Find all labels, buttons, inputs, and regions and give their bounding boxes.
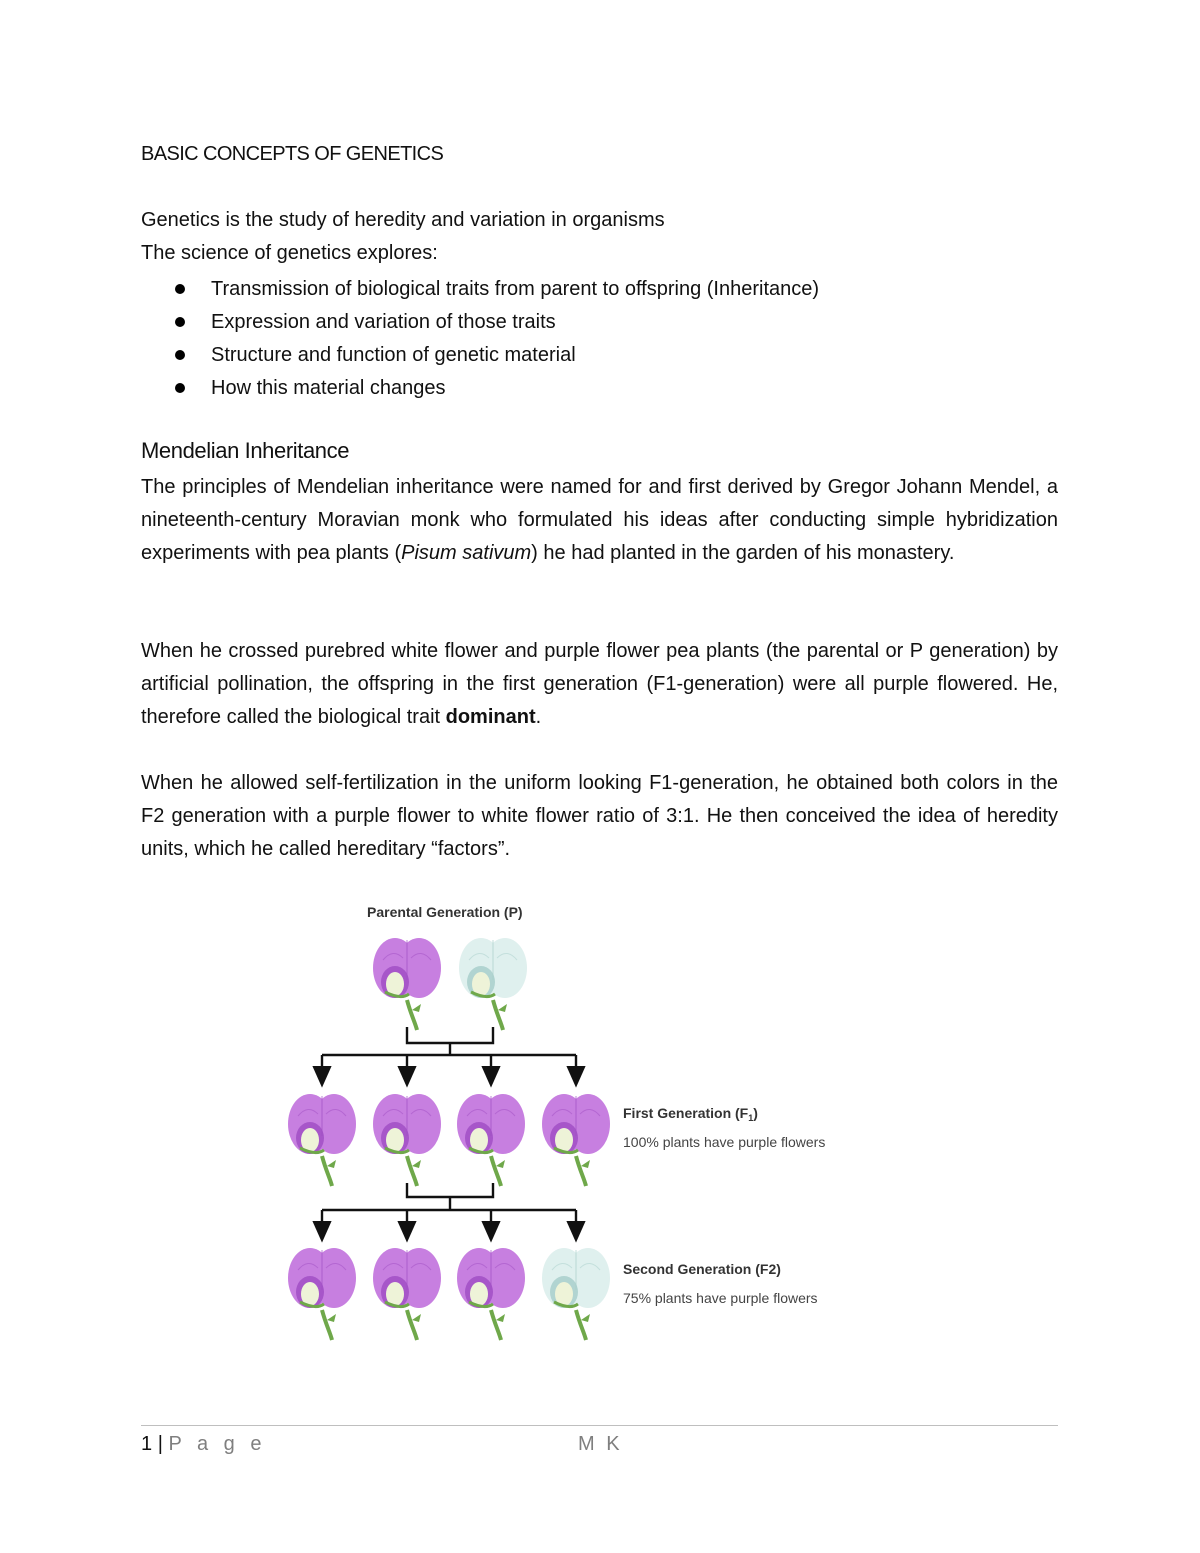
paragraph-ratio: When he allowed self-fertilization in the uniform looking F1-generation, he obtained both colors in the F2 generation with a purple flower to white flower ratio of 3:1. He then conceived the idea of heredity units, which he called hereditary “factors”. (141, 772, 1058, 860)
bullet-icon (175, 383, 185, 393)
text-run: . (535, 706, 542, 728)
topics-list (141, 275, 819, 407)
section-heading: Mendelian Inheritance (141, 438, 350, 463)
bullet-icon (175, 350, 185, 360)
text-run: The principles of Mendelian inheritance were named for and first derived by Gregor Johann Mendel, a nineteenth-century Moravian monk who formulated his ideas after conducting simple hybridization experiments with pea plants ( (141, 476, 1058, 564)
list-item-text: How this material changes (211, 377, 446, 399)
footer-separator: | (157, 1433, 163, 1455)
species-name: Pisum sativum (401, 542, 532, 564)
bullet-icon (175, 317, 185, 327)
list-item (141, 275, 819, 308)
intro-explores: The science of genetics explores: (141, 242, 438, 264)
parent-cross-connector (407, 1027, 493, 1055)
f2-purple-flower (457, 1248, 525, 1340)
page-word: P a g e (168, 1433, 267, 1455)
text-run: When he crossed purebred white flower and purple flower pea plants (the parental or P generation) by artificial pollination, the offspring in the first generation (F1-generation) were all purple flowered. He, therefore called the biological trait (141, 640, 1058, 728)
f1-generation-description: 100% plants have purple flowers (623, 1134, 826, 1150)
paragraph-mendel (141, 471, 1058, 570)
document-title: BASIC CONCEPTS OF GENETICS (141, 143, 444, 165)
mendel-cross-figure (280, 895, 880, 1345)
f2-generation-description: 75% plants have purple flowers (623, 1290, 818, 1306)
f1-cross-connector (407, 1183, 493, 1210)
flowers-group (288, 938, 610, 1340)
f1-purple-flower (457, 1094, 525, 1186)
intro-definition: Genetics is the study of heredity and variation in organisms (141, 209, 665, 231)
parental-white-flower (459, 938, 527, 1030)
f1-purple-flower (542, 1094, 610, 1186)
parental-purple-flower (373, 938, 441, 1030)
parental-generation-label: Parental Generation (P) (367, 904, 523, 920)
f2-white-flower (542, 1248, 610, 1340)
f1-generation-label: First Generation $(F_1)$ (623, 1105, 758, 1123)
list-item (141, 308, 819, 341)
paragraph-dominant (141, 635, 1058, 734)
page-number: 1 (141, 1433, 153, 1455)
f2-purple-flower (288, 1248, 356, 1340)
list-item-text: Expression and variation of those traits (211, 311, 556, 333)
bullet-icon (175, 284, 185, 294)
f2-purple-flower (373, 1248, 441, 1340)
list-item (141, 374, 819, 407)
f1-purple-flower (373, 1094, 441, 1186)
page-footer-number (141, 1433, 266, 1456)
text-run: ) he had planted in the garden of his monastery. (531, 542, 955, 564)
f2-generation-label: Second Generation (F2) (623, 1261, 781, 1277)
footer-divider (141, 1425, 1058, 1426)
list-item-text: Transmission of biological traits from parent to offspring (Inheritance) (211, 278, 820, 300)
f1-purple-flower (288, 1094, 356, 1186)
footer-author: M K (578, 1433, 623, 1455)
list-item-text: Structure and function of genetic material (211, 344, 576, 366)
list-item (141, 341, 819, 374)
keyword-dominant: dominant (445, 706, 536, 728)
